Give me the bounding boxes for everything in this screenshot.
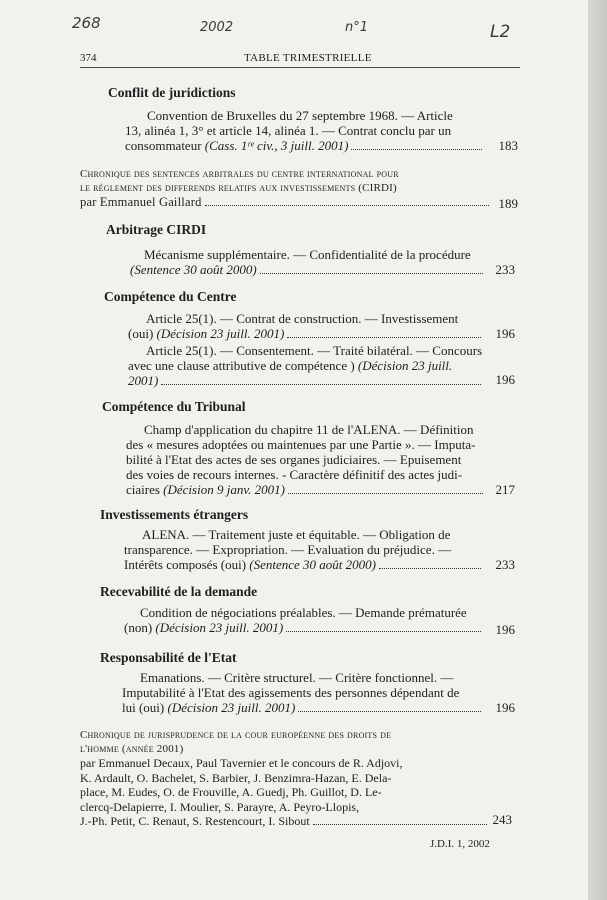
entry-reference: (Cass. 1ʳᵉ civ., 3 juill. 2001) bbox=[204, 138, 349, 153]
section-title-responsabilite: Responsabilité de l'Etat bbox=[100, 650, 237, 665]
chronicle-line: Chronique des sentences arbitrales du centre international pour bbox=[80, 168, 399, 180]
chronicle-cedh bbox=[80, 728, 490, 756]
entry-competence-centre-2 bbox=[128, 343, 484, 388]
entry-reference: (Décision 23 juill. 2001) bbox=[167, 700, 296, 715]
entry-line: lui (oui) bbox=[122, 700, 165, 715]
handwritten-page-number: 268 bbox=[72, 14, 101, 32]
entry-line: consommateur bbox=[125, 138, 202, 153]
section-title-competence-tribunal: Compétence du Tribunal bbox=[102, 399, 246, 414]
author-line: K. Ardault, O. Bachelet, S. Barbier, J. Benzimra-Hazan, E. Dela- bbox=[80, 770, 392, 785]
entry-conflit bbox=[125, 108, 485, 153]
entry-line: bilité à l'Etat des actes de ses organes judiciaires. — Epuisement bbox=[126, 452, 462, 467]
handwritten-issue-mark: n°1 bbox=[345, 20, 369, 35]
entry-reference: (Décision 23 juill. 2001) bbox=[155, 620, 284, 635]
entry-line: ciaires bbox=[126, 482, 160, 497]
entry-line: (non) bbox=[124, 620, 153, 635]
entry-line: Mécanisme supplémentaire. — Confidentialité de la procédure bbox=[144, 247, 471, 262]
section-title-competence-centre: Compétence du Centre bbox=[104, 289, 237, 304]
entry-reference: (Décision 23 juill. bbox=[357, 358, 453, 373]
entry-reference: (Décision 9 janv. 2001) bbox=[163, 482, 285, 497]
author-line: par Emmanuel Decaux, Paul Tavernier et le concours de R. Adjovi, bbox=[80, 756, 403, 770]
entry-line: (oui) bbox=[128, 326, 154, 341]
entry-line: Champ d'application du chapitre 11 de l'ALENA. — Définition bbox=[144, 422, 474, 437]
entry-reference: (Sentence 30 août 2000) bbox=[249, 557, 376, 572]
entry-line: des « mesures adoptées ou maintenues par une Partie ». — Imputa- bbox=[126, 437, 476, 452]
page-footer: J.D.I. 1, 2002 bbox=[430, 838, 490, 850]
entry-line: ALENA. — Traitement juste et équitable. — Obligation de bbox=[142, 527, 451, 542]
page-ref-competence-centre-1: 196 bbox=[495, 326, 515, 341]
page-ref-chronique-cirdi: 189 bbox=[498, 196, 518, 211]
page-ref-responsabilite: 196 bbox=[495, 700, 515, 715]
page-ref-recevabilite: 196 bbox=[495, 622, 515, 637]
author-line: clercq-Delapierre, I. Moulier, S. Parayre, A. Peyro-Llopis, bbox=[80, 799, 360, 814]
page-number: 374 bbox=[80, 52, 97, 64]
adjacent-page-edge bbox=[588, 0, 607, 900]
handwritten-corner-mark: L2 bbox=[490, 22, 511, 42]
chronicle-cedh-authors bbox=[80, 756, 490, 829]
page-ref-investissements: 233 bbox=[495, 557, 515, 572]
entry-line: Article 25(1). — Consentement. — Traité bilatéral. — Concours bbox=[146, 343, 483, 358]
section-title-investissements: Investissements étrangers bbox=[100, 507, 249, 522]
handwritten-scribble: 2002 bbox=[200, 20, 234, 35]
header-rule bbox=[80, 67, 520, 68]
chronicle-line: l'homme (année 2001) bbox=[80, 743, 184, 755]
entry-line: transparence. — Expropriation. — Evaluation du préjudice. — bbox=[124, 542, 452, 557]
chronicle-cirdi bbox=[80, 167, 492, 209]
entry-line: Intérêts composés (oui) bbox=[124, 557, 247, 572]
section-title-recevabilite: Recevabilité de la demande bbox=[100, 584, 258, 599]
page-ref-competence-centre-2: 196 bbox=[495, 372, 515, 387]
entry-recevabilite bbox=[124, 605, 484, 635]
section-title-arbitrage: Arbitrage CIRDI bbox=[106, 222, 207, 237]
author-line: J.-Ph. Petit, C. Renaut, S. Restencourt, I. Sibout bbox=[80, 814, 310, 828]
page-ref-arbitrage: 233 bbox=[495, 262, 515, 277]
chronicle-author: par Emmanuel Gaillard bbox=[80, 195, 202, 209]
entry-line: Imputabilité à l'Etat des agissements des personnes dépendant de bbox=[122, 685, 460, 700]
page-ref-chronique-cedh: 243 bbox=[492, 812, 512, 827]
chronicle-line: le règlement des differends relatifs aux investissements (CIRDI) bbox=[80, 182, 397, 194]
entry-line: Convention de Bruxelles du 27 septembre 1968. — Article bbox=[147, 108, 453, 123]
entry-reference: (Décision 23 juill. 2001) bbox=[156, 326, 285, 341]
author-line: place, M. Eudes, O. de Frouville, A. Guedj, Ph. Guillot, D. Le- bbox=[80, 785, 382, 799]
entry-competence-centre-1 bbox=[128, 311, 484, 341]
entry-line: Condition de négociations préalables. — Demande prématurée bbox=[140, 605, 467, 620]
entry-line: Emanations. — Critère structurel. — Critère fonctionnel. — bbox=[140, 670, 454, 685]
entry-investissements bbox=[124, 527, 484, 572]
entry-competence-tribunal bbox=[126, 422, 486, 497]
entry-line: des voies de recours internes. - Caractère définitif des actes judi- bbox=[126, 467, 463, 482]
page-ref-conflit: 183 bbox=[498, 138, 518, 153]
entry-responsabilite bbox=[122, 670, 484, 715]
entry-line: 13, alinéa 1, 3° et article 14, alinéa 1. — Contrat conclu par un bbox=[125, 123, 452, 138]
entry-arbitrage bbox=[130, 247, 486, 277]
chronicle-line: Chronique de jurisprudence de la cour européenne des droits de bbox=[80, 729, 392, 741]
entry-line: Article 25(1). — Contrat de construction. — Investissement bbox=[146, 311, 459, 326]
section-title-conflit: Conflit de juridictions bbox=[108, 85, 236, 100]
entry-reference: (Sentence 30 août 2000) bbox=[130, 262, 257, 277]
page-ref-competence-tribunal: 217 bbox=[495, 482, 515, 497]
running-title: TABLE TRIMESTRIELLE bbox=[244, 52, 372, 64]
entry-reference: 2001) bbox=[128, 373, 159, 388]
entry-line: avec une clause attributive de compétence ) bbox=[128, 358, 355, 373]
